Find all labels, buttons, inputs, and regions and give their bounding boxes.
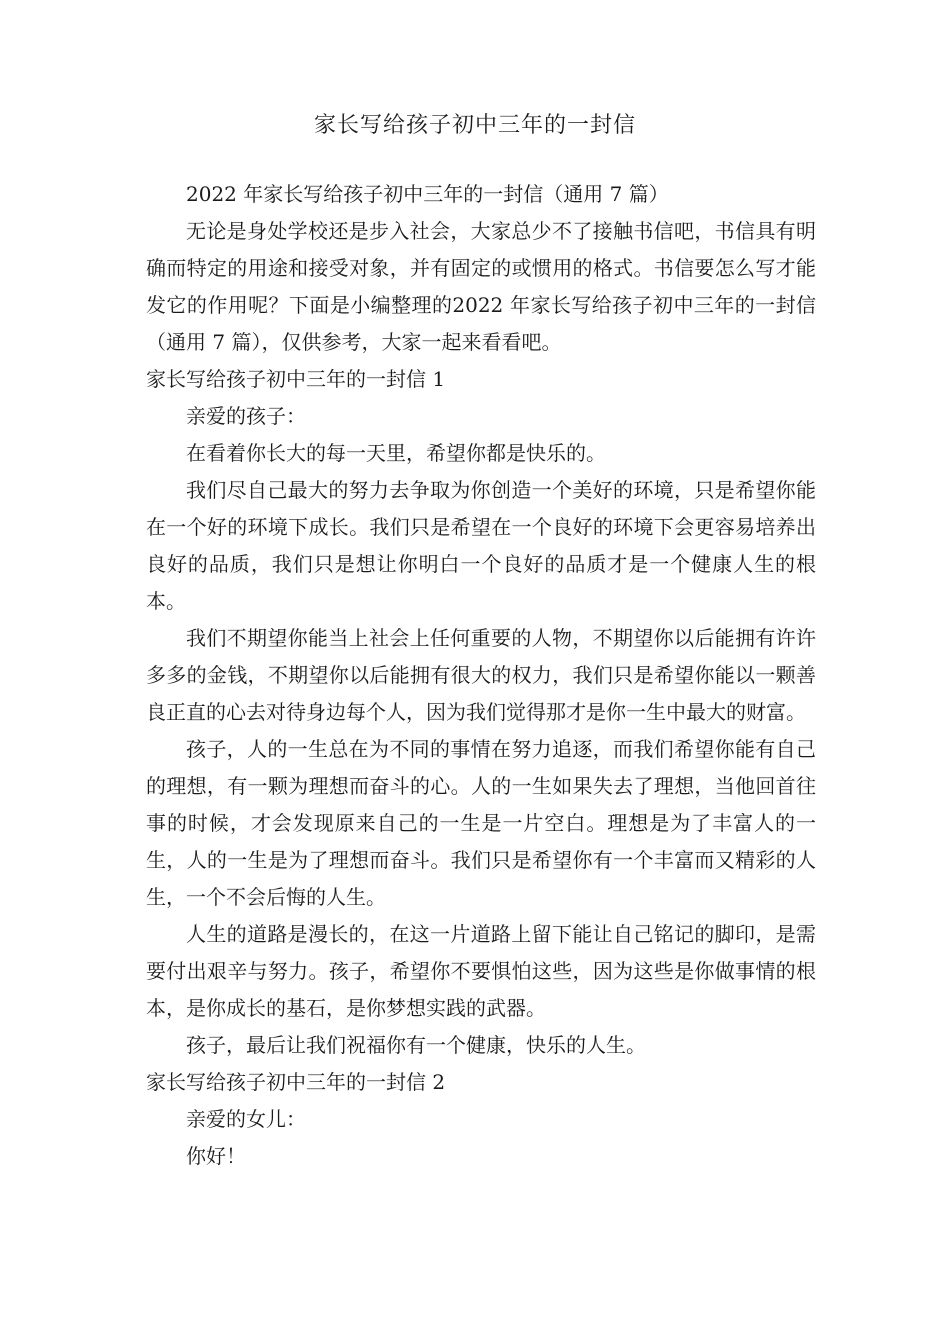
document-subtitle: 2022 年家长写给孩子初中三年的一封信（通用 7 篇）	[186, 182, 669, 206]
letter-1-heading: 家长写给孩子初中三年的一封信 1	[146, 367, 446, 391]
letter-1-paragraph: 人生的道路是漫长的，在这一片道路上留下能让自己铭记的脚印，是需要付出艰辛与努力。孩子，希望你不要惧怕这些，因为这些是你做事情的根本，是你成长的基石，是你梦想实践的武器。	[146, 922, 816, 1020]
letter-2-paragraph: 你好！	[186, 1144, 246, 1168]
letter-1-paragraph: 孩子，最后让我们祝福你有一个健康，快乐的人生。	[186, 1033, 646, 1057]
letter-2-heading: 家长写给孩子初中三年的一封信 2	[146, 1070, 446, 1094]
intro-paragraph: 无论是身处学校还是步入社会，大家总少不了接触书信吧，书信具有明确而特定的用途和接受对象，并有固定的或惯用的格式。书信要怎么写才能发它的作用呢？下面是小编整理的2022 年家长写给孩子初中三年的一封信（通用 7 篇），仅供参考，大家一起来看看吧。	[146, 219, 816, 354]
letter-1-greeting: 亲爱的孩子：	[186, 404, 306, 428]
letter-1-paragraph: 我们尽自己最大的努力去争取为你创造一个美好的环境，只是希望你能在一个好的环境下成长。我们只是希望在一个良好的环境下会更容易培养出良好的品质，我们只是想让你明白一个良好的品质才是一个健康人生的根本。	[146, 478, 816, 613]
letter-1-paragraph: 孩子，人的一生总在为不同的事情在努力追逐，而我们希望你能有自己的理想，有一颗为理想而奋斗的心。人的一生如果失去了理想，当他回首往事的时候，才会发现原来自己的一生是一片空白。理想是为了丰富人的一生，人的一生是为了理想而奋斗。我们只是希望你有一个丰富而又精彩的人生，一个不会后悔的人生。	[146, 737, 816, 909]
document-title: 家长写给孩子初中三年的一封信	[313, 113, 636, 138]
letter-2-greeting: 亲爱的女儿：	[186, 1107, 306, 1131]
document-body	[146, 176, 816, 1175]
letter-1-paragraph: 在看着你长大的每一天里，希望你都是快乐的。	[186, 441, 606, 465]
letter-1-paragraph: 我们不期望你能当上社会上任何重要的人物，不期望你以后能拥有许许多多的金钱，不期望你以后能拥有很大的权力，我们只是希望你能以一颗善良正直的心去对待身边每个人，因为我们觉得那才是你一生中最大的财富。	[146, 626, 816, 724]
